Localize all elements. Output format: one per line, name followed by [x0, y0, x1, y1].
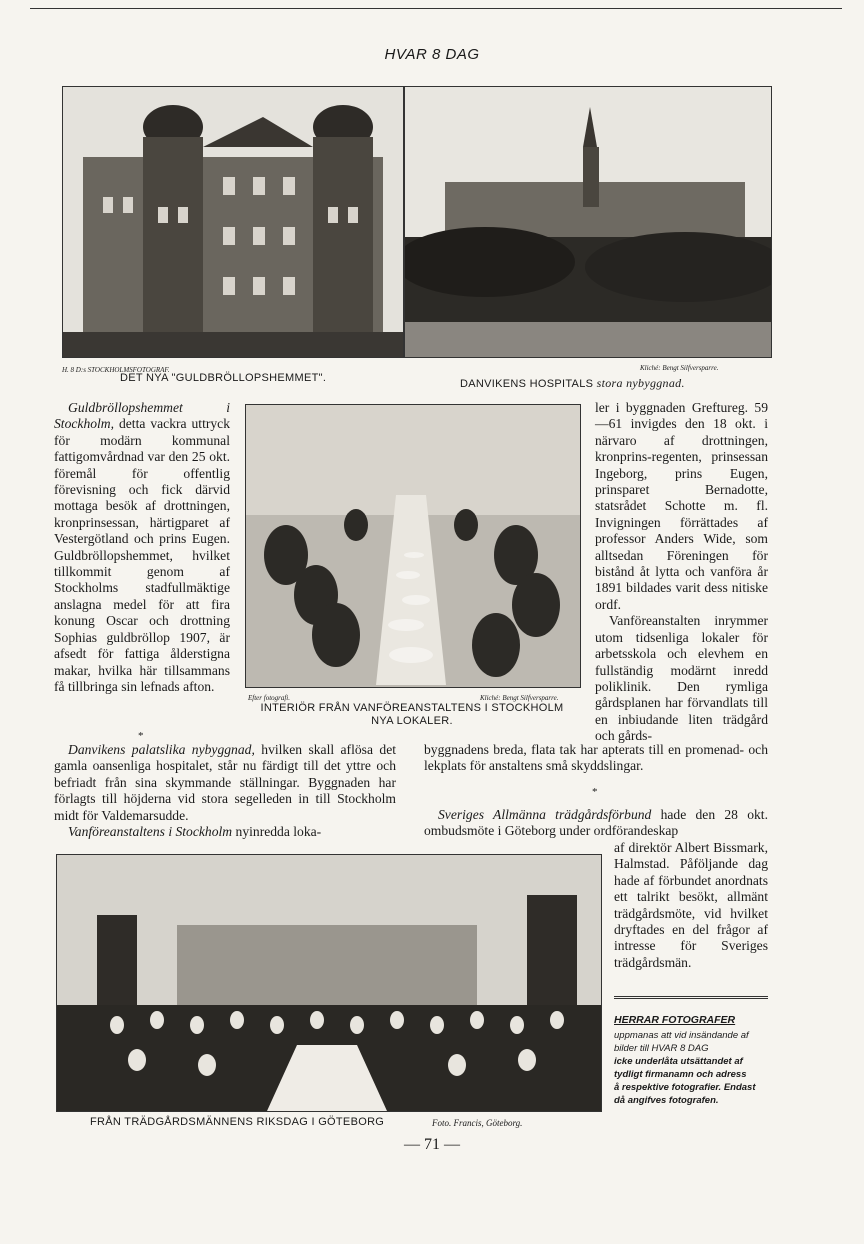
- caption-top-right: [460, 376, 685, 391]
- lead-guldbrollopshemmet: Guldbröllopshemmet i Stockholm,: [54, 400, 230, 432]
- credit-bottom: Foto. Francis, Göteborg.: [432, 1118, 523, 1128]
- body-invigning: ler i byggnaden Greftureg. 59—61 invigdes den 18 okt. i närvaro af drottningen, kronprins-regenten, prinsessan Ingeborg, prins Eugen, prinsparet Bernadotte, statsrådet Schotte m. fl. Invigningen förrättades af professor Anders Wide, som alltsedan Föreningen för bistånd åt lytta och vanföra år 1891 bildades varit dess nitiske ordf.: [595, 400, 768, 612]
- body-guldbrollopshemmet: detta vackra uttryck för modärn kommunal fattigomvårdnad var den 25 okt. föremål för offentlig förevisning och fick därvid mottaga besök af drottningen, kronprinsessan, härtigparet af Vestergötland och prins Eugen. Guldbröllopshemmet, hvilket tillkommit genom af Stockholms stadfullmäktige anslagna medel för att fira konung Oscar och drottning Sophias guldbröllop 1907, är afsedt för fattiga ålderstigna makar, hvilka här tillsammans få tillbringa sin lefnads afton.: [54, 416, 230, 694]
- caption-middle: [241, 702, 583, 728]
- body-tradgardsforbund-1: hade den 28 okt. ombudsmöte i Göteborg under ordförandeskap: [424, 807, 768, 839]
- lead-vanfore: Vanföreanstaltens i Stockholm: [68, 824, 233, 840]
- text-tradgardsforbund-intro: [424, 807, 768, 840]
- notice-herrar-fotografer: [614, 1014, 768, 1107]
- text-danviken: [54, 742, 396, 840]
- caption-top-right-plain: DANVIKENS HOSPITALS: [460, 378, 594, 390]
- text-guldbrollopshemmet: [54, 400, 230, 695]
- body-vanfore: nyinredda loka-: [232, 824, 322, 840]
- caption-top-left: DET NYA "GULDBRÖLLOPSHEMMET".: [120, 372, 327, 384]
- credit-middle-left: Efter fotografi.: [248, 694, 290, 702]
- page-header: HVAR 8 DAG: [384, 46, 480, 63]
- credit-top-left: H. 8 D:s STOCKHOLMSFOTOGRAF.: [62, 366, 170, 374]
- body-vanforeanstalten-lokaler: Vanföreanstalten inrymmer utom tidsenliga lokaler för arbetsskola och elevhem en fullständig modärnt inredd poliklinik. Den rymliga gårdsplanen har förvandlats till en inbiudande liten trädgård och gårds-: [595, 613, 768, 744]
- credit-top-right: Kliché: Bengt Silfversparre.: [640, 364, 719, 372]
- top-rule: [30, 8, 842, 9]
- body-danviken: hvilken skall aflösa det gamla oansenliga hospitalet, står nu färdigt till det yttre och befriadt från sina skymmande ställningar. Byggnaden har förlagts till höjderna vid stora segelleden in till Stockholm midt för Valdemarsudde.: [54, 742, 396, 823]
- page-number: — 71 —: [404, 1136, 460, 1153]
- notice-body3: å respektive fotografier. Endast då angifves fotografen.: [614, 1082, 756, 1106]
- notice-body1: uppmanas att vid insändande af bilder till HVAR 8 DAG: [614, 1030, 749, 1054]
- photo-tradgardsmannens-riksdag: [56, 854, 602, 1112]
- notice-heading: HERRAR FOTOGRAFER: [614, 1014, 736, 1026]
- caption-top-right-italic: stora nybyggnad.: [596, 376, 685, 390]
- text-takterrass: byggnadens breda, flata tak har apterats till en promenad- och lekplats för anstaltens små skyddslingar.: [424, 742, 768, 774]
- separator-star-2: *: [592, 786, 598, 798]
- notice-body2: icke underlåta utsättandet af tydligt firmanamn och adress: [614, 1056, 747, 1080]
- photo-danvikens-hospital: [404, 86, 772, 358]
- photo-vanforeanstalten-interior: [245, 404, 581, 688]
- lead-danviken: Danvikens palatslika nybyggnad,: [68, 742, 255, 757]
- photo-guldbrollopshemmet: [62, 86, 404, 358]
- text-tradgardsforbund-body: af direktör Albert Bissmark, Halmstad. Påföljande dag hade af förbundet anordnats ett talrikt besökt, allmänt trädgårdsmöte, vid hvilket dryftades en del frågor af intresse för Sveriges trädgårdsmän.: [614, 840, 768, 970]
- caption-middle-line1: INTERIÖR FRÅN VANFÖREANSTALTENS I STOCKHOLM: [260, 702, 564, 714]
- credit-middle-right: Kliché: Bengt Silfversparre.: [480, 694, 559, 702]
- caption-bottom: FRÅN TRÄDGÅRDSMÄNNENS RIKSDAG I GÖTEBORG: [90, 1116, 385, 1128]
- notice-rule: [614, 996, 768, 999]
- separator-star-1: *: [138, 730, 144, 742]
- lead-tradgardsforbund: Sveriges Allmänna trädgårdsförbund: [438, 807, 652, 822]
- text-vanforeanstalten-right: [595, 400, 768, 745]
- caption-middle-line2: NYA LOKALER.: [371, 715, 453, 727]
